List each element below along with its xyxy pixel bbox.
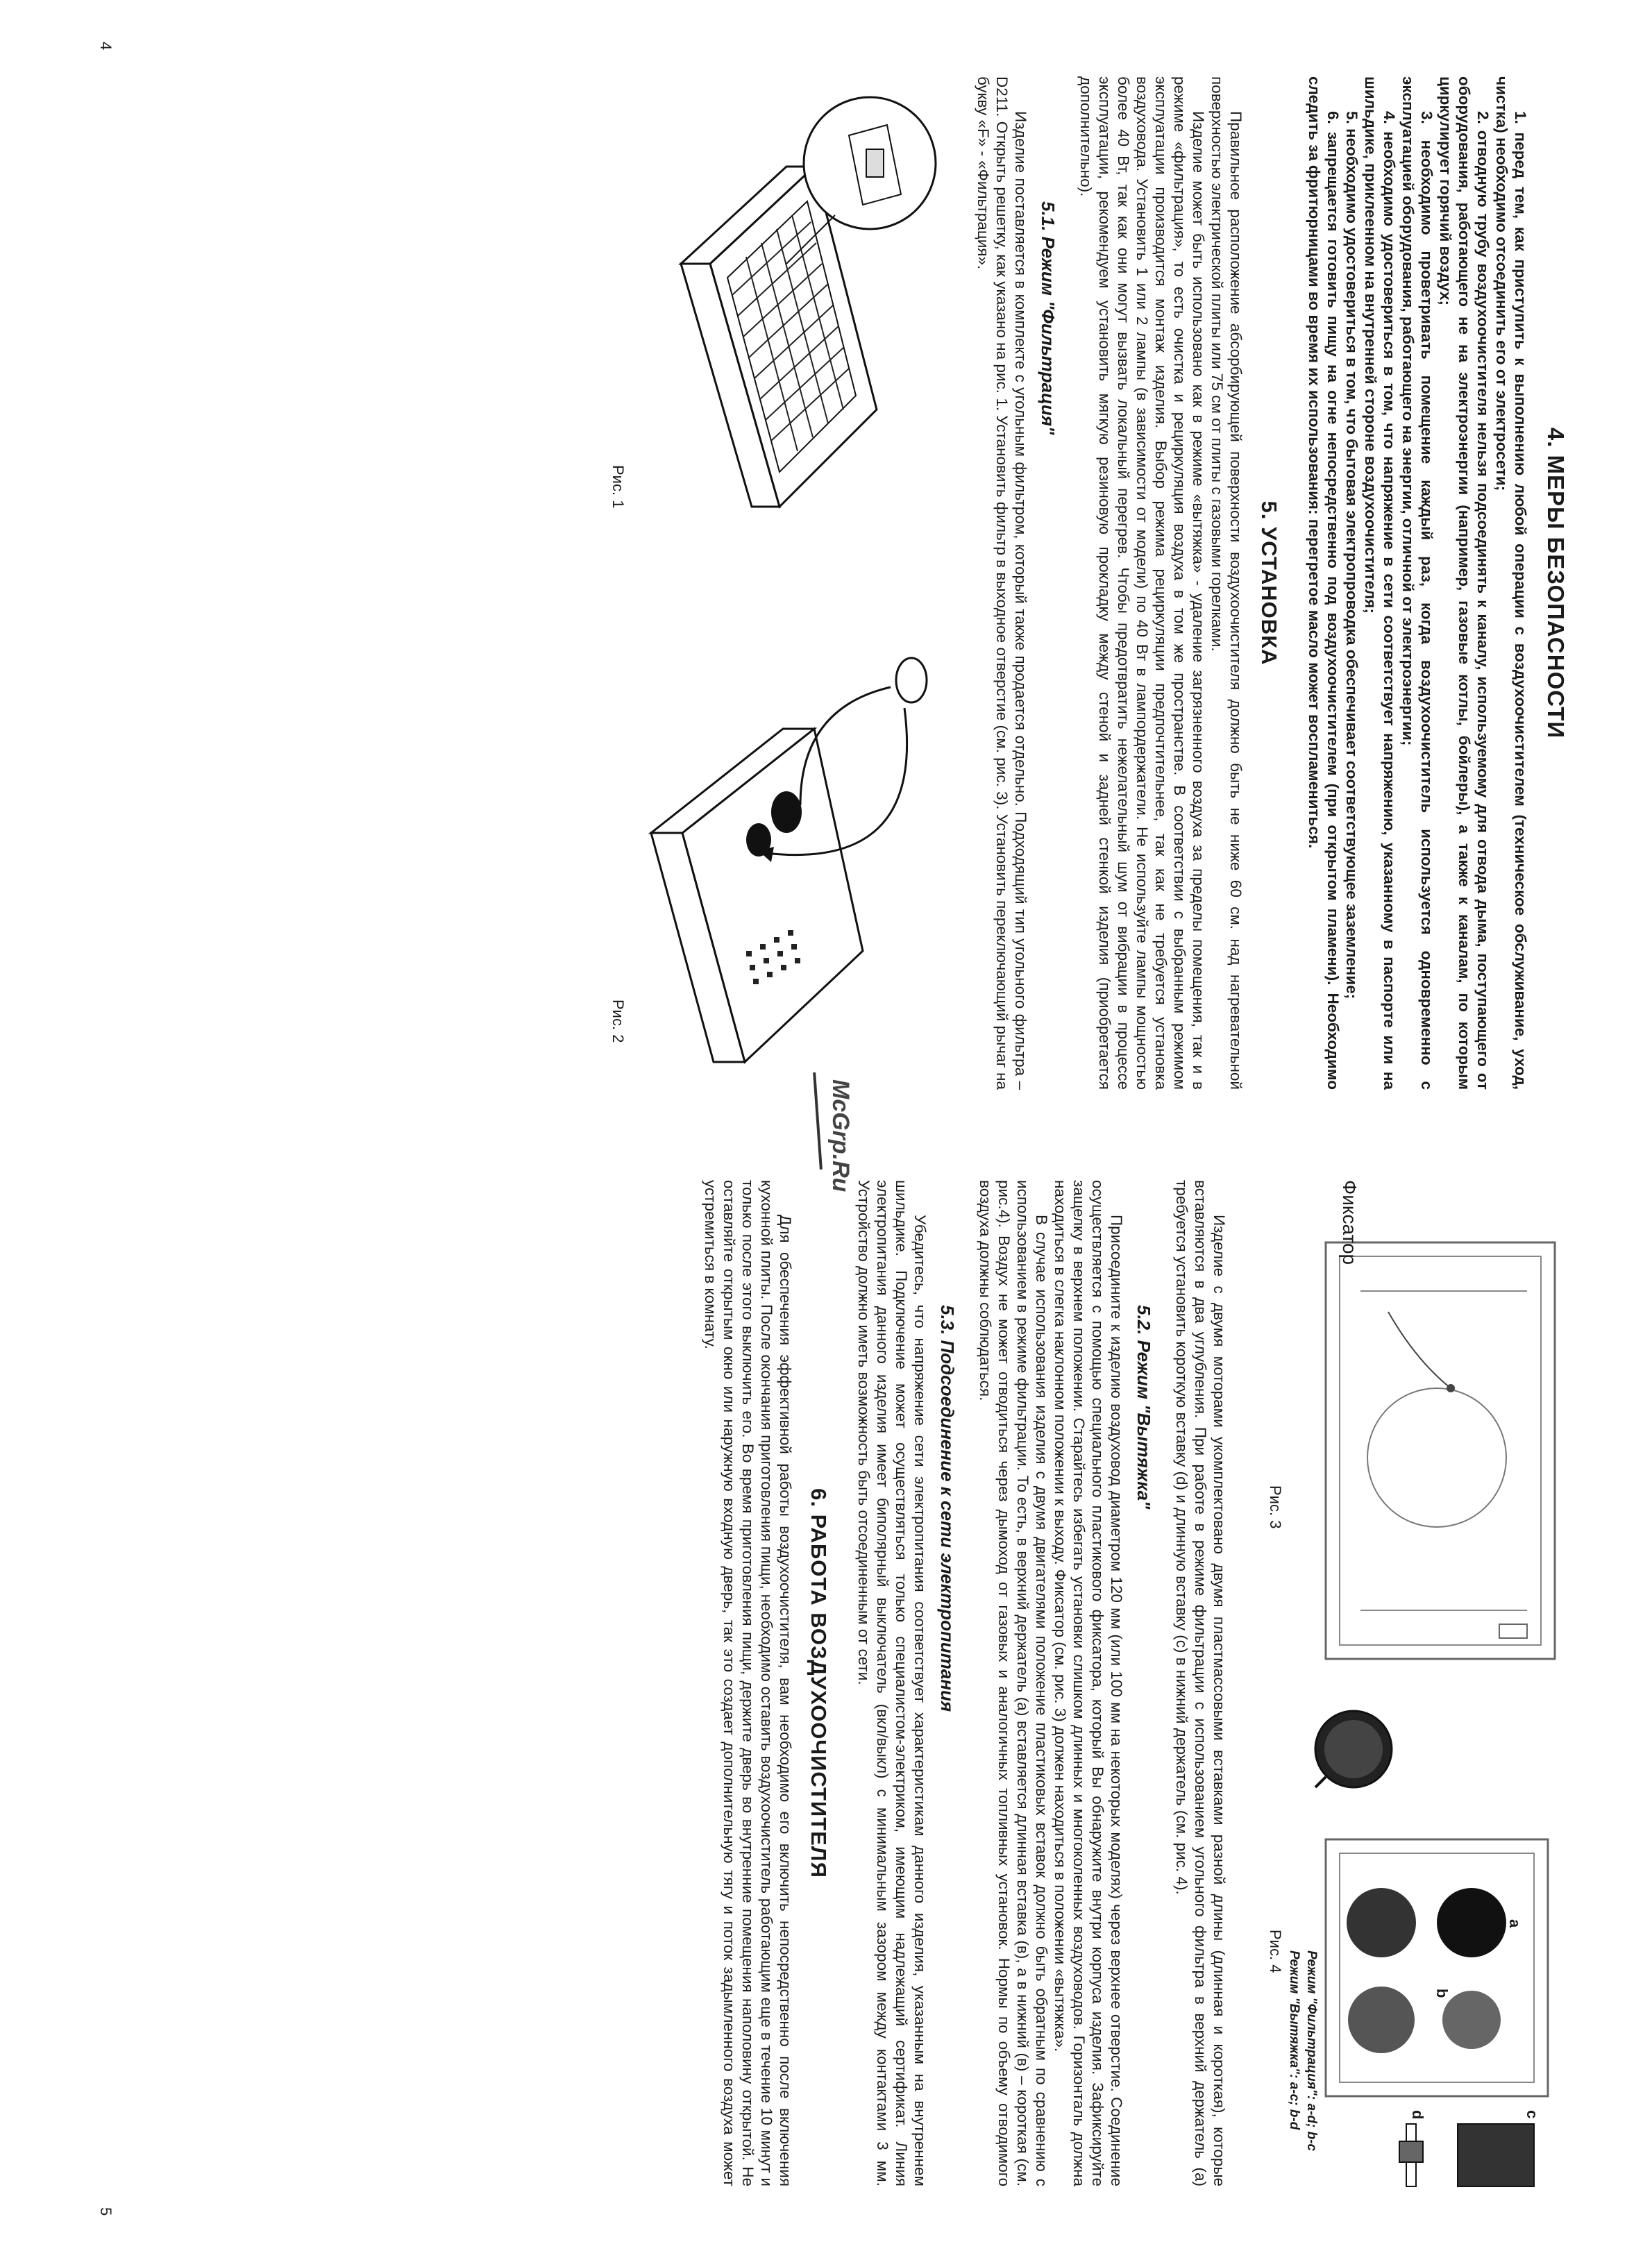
- section-4-title: 4. МЕРЫ БЕЗОПАСНОСТИ: [1543, 427, 1569, 739]
- fig4-label-d: d: [1409, 2110, 1426, 2120]
- mode-filter-note: Режим "Фильтрация": a-d; b-c: [1304, 1950, 1319, 2152]
- filter-disc-icon: [1305, 1701, 1402, 1798]
- operation-paragraph: Для обеспечения эффективной работы воздухоочистителя, вам необходимо его включить непосредственно после включения кухонной плиты. После окончания приготовления пищи, необходимо оставить воздухоочиститель работающим еще в течение 10 минут и только после этого выключить его. Во время приготовления пищи, держите дверь во внутренние помещения наполовину открытой. Не оставляйте открытым окно или наружную входную дверь, так это создает дополнительную тягу и поток задымленного воздуха может устремиться в комнату.: [702, 1180, 794, 2186]
- section-6-title: 6. РАБОТА ВОЗДУХООЧИСТИТЕЛЯ: [807, 1488, 831, 1878]
- filter-mode-paragraph: Изделие поставляется в комплекте с угольным фильтром, который также продается отдельно. Подходящий тип угольного фильтра – D211. Открыть решетку, как указано на рис. 1. Установить фильтр в выходное отверстие (см. рис. 3). Установить переключающий рычаг на букву «F» - «Фильтрация».: [975, 76, 1029, 1090]
- safety-item-1: 1. перед тем, как приступить к выполнению любой операции с воздухоочистителем (техническое обслуживание, уход, чистка) необходимо отсоединить его от электросети;: [1493, 76, 1529, 1090]
- page-4: [564, 76, 1569, 1090]
- fig4-label-c: c: [1524, 2110, 1541, 2119]
- exhaust-paragraph-1: Присоедините к изделию воздуховод диаметром 120 мм (или 100 мм на некоторых моделях) через верхнее отверстие. Соединение осуществляется с помощью специального пластикового фиксатора, который Вы обнаружите внутри корпуса изделия. Зафиксируйте защелку в верхнем положении. Старайтесь избегать установки слишком длинных и многоколенных воздуховодов. Горизонталь должна находиться в слегка наклонном положении к выходу. Фиксатор (см. рис. 3) должен находиться в положении «вытяжка».: [1052, 1180, 1125, 2186]
- safety-item-6: 6. запрещается готовить пищу на огне непосредственно под воздухоочистителем (при открытом пламени). Необходимо следить за фритюрницами во время их использования: перегретое масло может воспламениться.: [1306, 76, 1342, 1090]
- install-paragraph-2: Изделие может быть использовано как в режиме «вытяжка» - удаление загрязненного воздуха за пределы помещения, так и в режиме «фильтрация», то есть очистка и рециркуляция воздуха в том же пространстве. В соответствии с выбранным режимом эксплуатации производится монтаж изделия. Выбор режима рециркуляции предпочтительнее, так как не требуется установка воздуховода. Установить 1 или 2 лампы (в зависимости от модели) по 40 Вт в лампордержатели. Не используйте лампы мощностью более 40 Вт, так как они могут вызвать локальный перегрев. Чтобы предотвратить нежелательный шум от вибрации в процессе эксплуатации, рекомендуем установить мягкую резиновую прокладку между стеной и задней стенкой изделия (приобретается дополнительно).: [1077, 76, 1207, 1090]
- fixator-label: Фиксатор: [1339, 1180, 1360, 1265]
- install-paragraph-1: Правильное расположение абсорбирующей поверхности воздухоочистителя должно быть не ниже 60 см. над нагревательной поверхностью электрической плиты или 75 см от плиты с газовыми горелками.: [1208, 76, 1245, 1090]
- page-number-4: 4: [97, 42, 115, 51]
- section-5-title: 5. УСТАНОВКА: [1257, 500, 1281, 666]
- figure-2-filter-install: [606, 604, 953, 1076]
- safety-item-3: 3. необходимо проветривать помещение каждый раз, когда воздухоочиститель используется одновременно с эксплуатацией оборудования, работающего на энергии, отличной от электроэнергии;: [1399, 76, 1435, 1090]
- section-5-2-title: 5.2. Режим "Вытяжка": [1133, 1305, 1154, 1510]
- figures-3-4: [1242, 1180, 1569, 2186]
- page-5: [701, 1180, 1569, 2186]
- fig4-label-a: a: [1506, 1919, 1524, 1928]
- page-number-5: 5: [97, 2207, 115, 2216]
- exhaust-paragraph-2: В случае использования изделия с двумя двигателями положение пластиковых вставок должно быть обратным по сравнению с использованием в режиме фильтрации. То есть, в верхний держатель (a) вставляется длинная вставка (в), а в нижний (в) – короткая (см. рис.4). Воздух не может отводиться через дымоход от газовых и аналогичных топливных установок. Нормы по объему отводимого воздуха должны соблюдаться.: [977, 1180, 1050, 2186]
- safety-item-2: 2. отводную трубу воздухоочистителя нельзя подсоединять к каналу, используемому для отвода дыма, поступающего от оборудования, работающего не на электроэнергии (например, газовые котлы, бойлеры), а также к каналам, по которым циркулирует горячий воздух;: [1437, 76, 1492, 1090]
- figure-4-caption: Рис. 4: [1267, 1930, 1284, 1973]
- figure-1-caption: Рис. 1: [609, 465, 627, 509]
- figure-3-fixator: [1277, 1180, 1569, 1680]
- figure-4-inserts: [1277, 1819, 1569, 2207]
- inserts-paragraph: Изделие с двумя моторами укомплектовано двумя пластмассовыми вставками разной длины (длинная и короткая), которые вставляются в два углубления. При работе в режиме фильтрации с использованием угольного фильтра в верхний держатель (a) требуется установить короткую вставку (d) и длинную вставку (c) в нижний держатель (см. рис. 4).: [1173, 1180, 1228, 2186]
- watermark: McGrp.Ru: [827, 1079, 854, 1192]
- mode-exhaust-note: Режим "Вытяжка": a-c; b-d: [1287, 1950, 1301, 2130]
- figure-1-hood-grille: [606, 83, 953, 528]
- fig4-label-b: b: [1433, 1989, 1451, 1998]
- figures-1-2: [564, 76, 953, 1090]
- section-5-3-title: 5.3. Подсоединение к сети электропитания: [937, 1305, 958, 1712]
- power-connection-paragraph: Убедитесь, что напряжение сети электропитания соответствует характеристикам данного изделия, указанным на внутреннем шильдике. Подключение может осуществляться только специалистом-электриком, имеющим надлежащий сертификат. Линия электропитания данного изделия имеет биполярный выключатель (вкл/выкл) с минимальным зазором между контактами 3 мм. Устройство должно иметь возможность быть отсоединенным от сети.: [855, 1180, 929, 2186]
- section-5-1-title: 5.1. Режим "Фильтрация": [1038, 201, 1059, 435]
- safety-item-4: 4. необходимо удостовериться в том, что напряжение в сети соответствует напряжению, указанному в паспорте или на шильдике, приклеенном на внутренней стороне воздухоочистителя;: [1362, 76, 1398, 1090]
- figure-3-caption: Рис. 3: [1267, 1485, 1284, 1529]
- figure-2-caption: Рис. 2: [609, 1000, 627, 1043]
- safety-item-5: 5. необходимо удостовериться в том, что бытовая электропроводка обеспечивает соответствующее заземление;: [1343, 111, 1360, 1000]
